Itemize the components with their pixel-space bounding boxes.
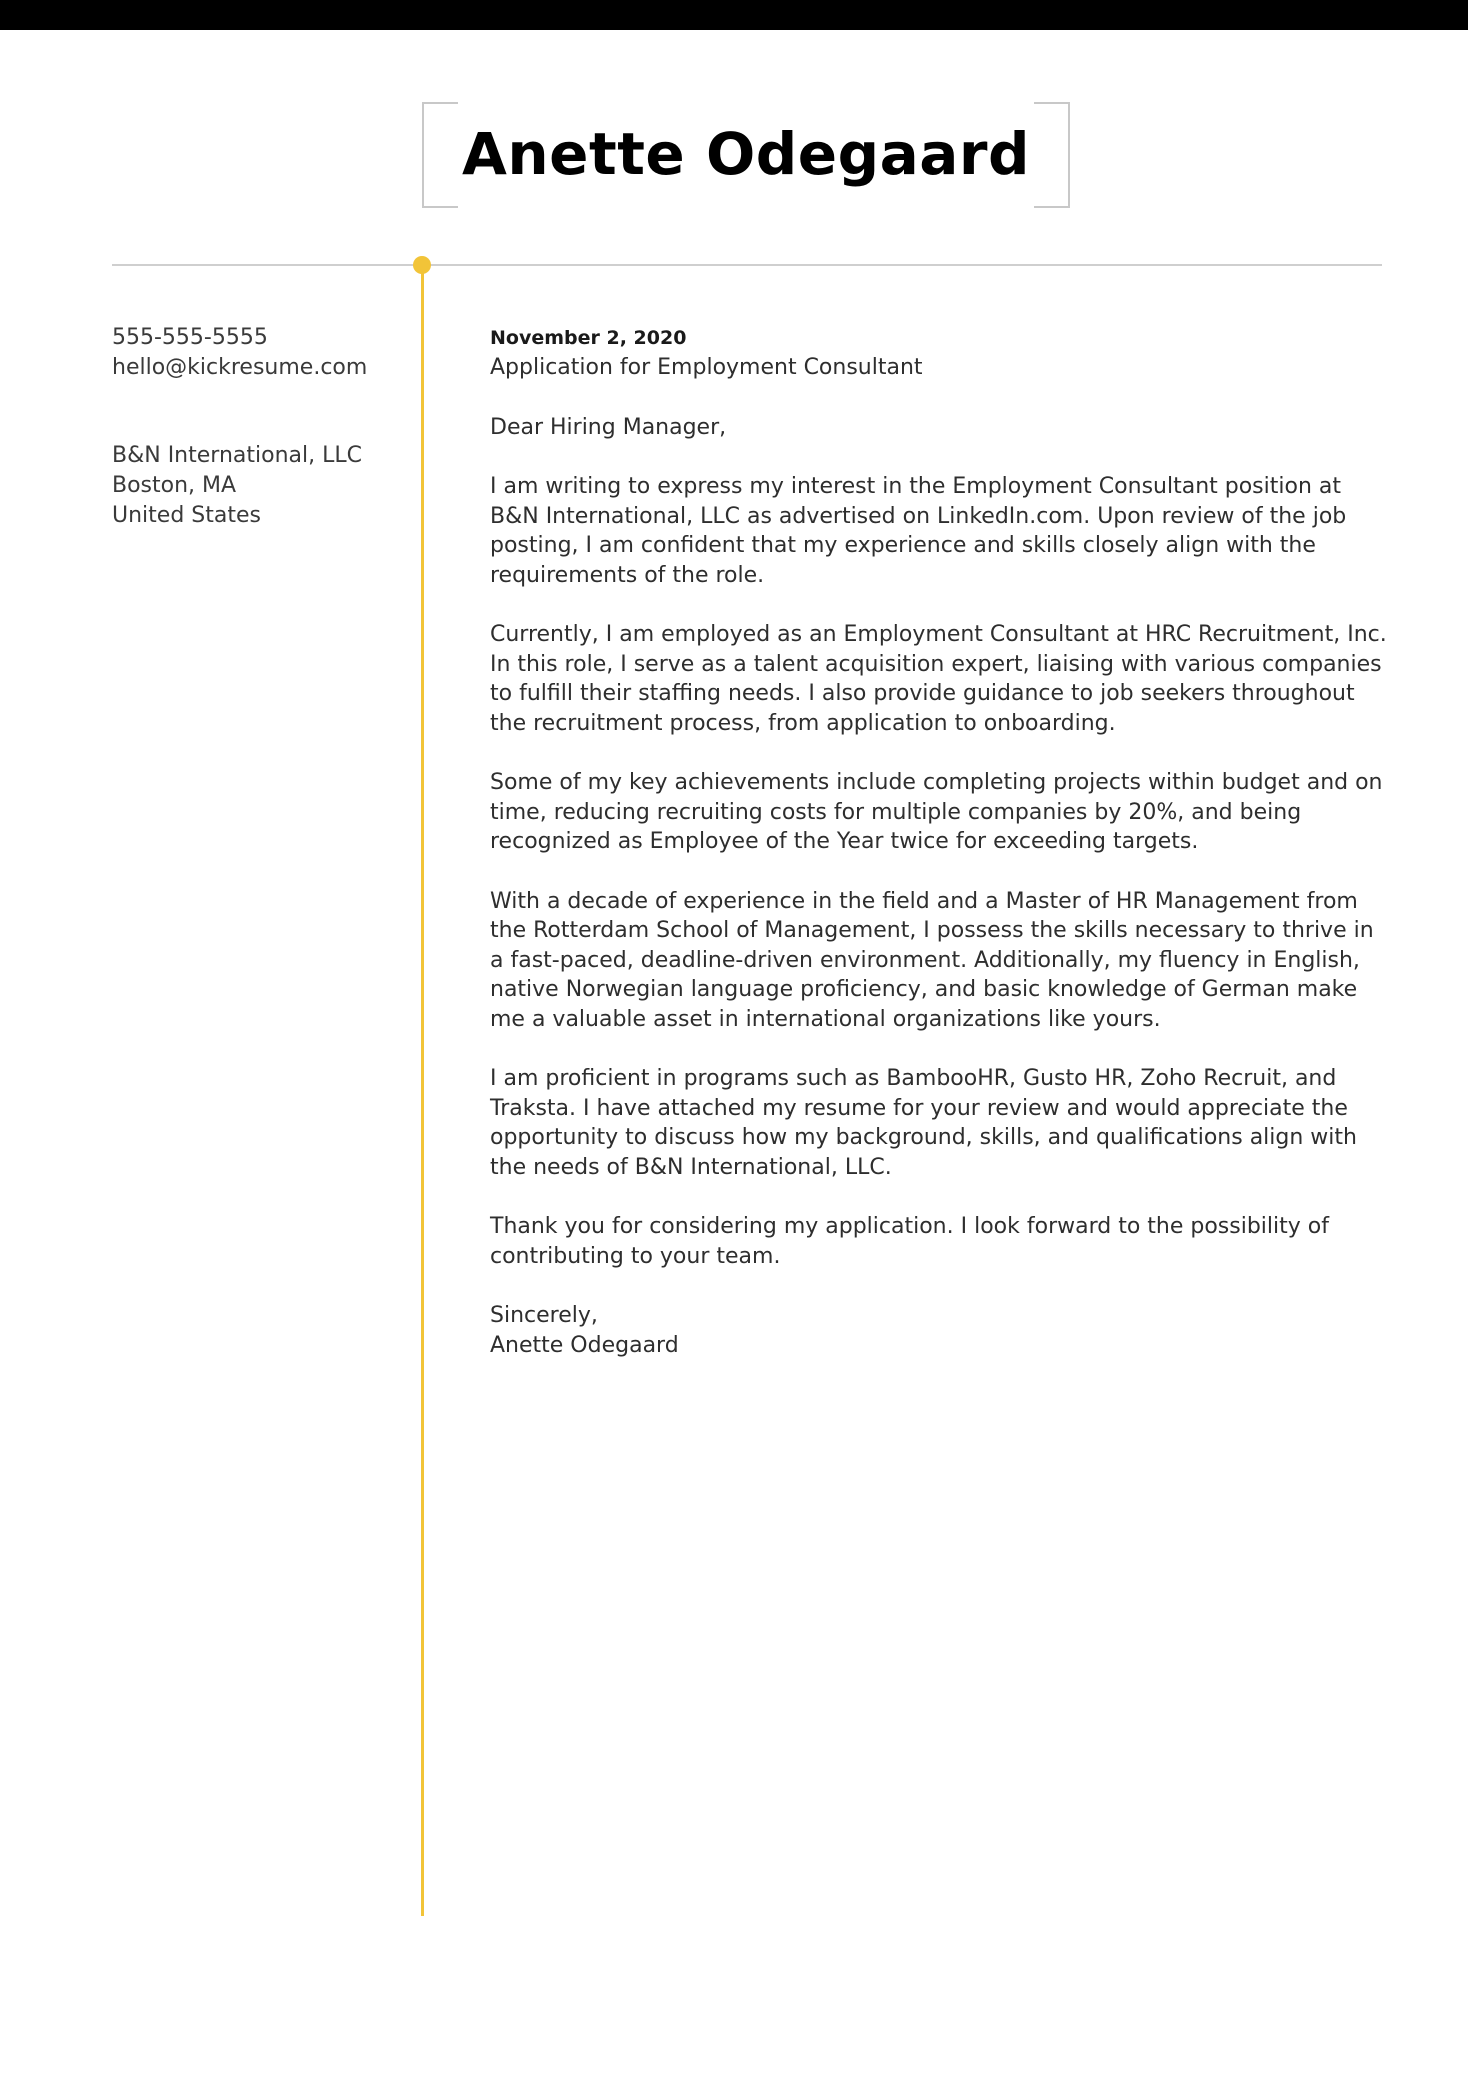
name-header <box>422 102 1070 208</box>
sidebar <box>112 323 402 531</box>
paragraph-5: I am proficient in programs such as BambooHR, Gusto HR, Zoho Recruit, and Traksta. I have attached my resume for your review and would appreciate the opportunity to discuss how my background, skills, and qualifications align with the needs of B&N International, LLC. <box>490 1066 1357 1180</box>
letter-date: November 2, 2020 <box>490 327 687 349</box>
vertical-divider <box>421 266 424 1916</box>
divider-dot <box>413 256 431 274</box>
contact-email: hello@kickresume.com <box>112 355 368 380</box>
paragraph-2: Currently, I am employed as an Employment Consultant at HRC Recruitment, Inc. In this role, I serve as a talent acquisition expert, liaising with various companies to fulfill their staffing needs. I also provide guidance to job seekers throughout the recruitment process, from application to onboarding. <box>490 622 1387 736</box>
letter-body <box>490 323 1390 1360</box>
recipient-country: United States <box>112 503 261 528</box>
paragraph-4: With a decade of experience in the field and a Master of HR Management from the Rotterdam School of Management, I possess the skills necessary to thrive in a fast-paced, deadline-driven environment. Additionally, my fluency in English, native Norwegian language proficiency, and basic knowledge of German make me a valuable asset in international organizations like yours. <box>490 888 1374 1032</box>
page-title: Anette Odegaard <box>461 120 1031 188</box>
salutation: Dear Hiring Manager, <box>490 414 727 440</box>
recipient-city: Boston, MA <box>112 473 237 498</box>
horizontal-divider <box>112 264 1382 266</box>
contact-phone: 555-555-5555 <box>112 325 268 350</box>
recipient-company: B&N International, LLC <box>112 443 362 468</box>
top-bar <box>0 0 1468 30</box>
closing: Sincerely, <box>490 1303 598 1328</box>
letter-subject: Application for Employment Consultant <box>490 355 923 380</box>
spacer <box>112 383 402 441</box>
paragraph-3: Some of my key achievements include completing projects within budget and on time, reducing recruiting costs for multiple companies by 20%, and being recognized as Employee of the Year twice for exceeding targets. <box>490 770 1383 854</box>
paragraph-1: I am writing to express my interest in the Employment Consultant position at B&N International, LLC as advertised on LinkedIn.com. Upon review of the job posting, I am confident that my experience and skills closely align with the requirements of the role. <box>490 474 1347 588</box>
paragraph-6: Thank you for considering my application. I look forward to the possibility of contributing to your team. <box>490 1214 1329 1269</box>
signature: Anette Odegaard <box>490 1332 679 1358</box>
